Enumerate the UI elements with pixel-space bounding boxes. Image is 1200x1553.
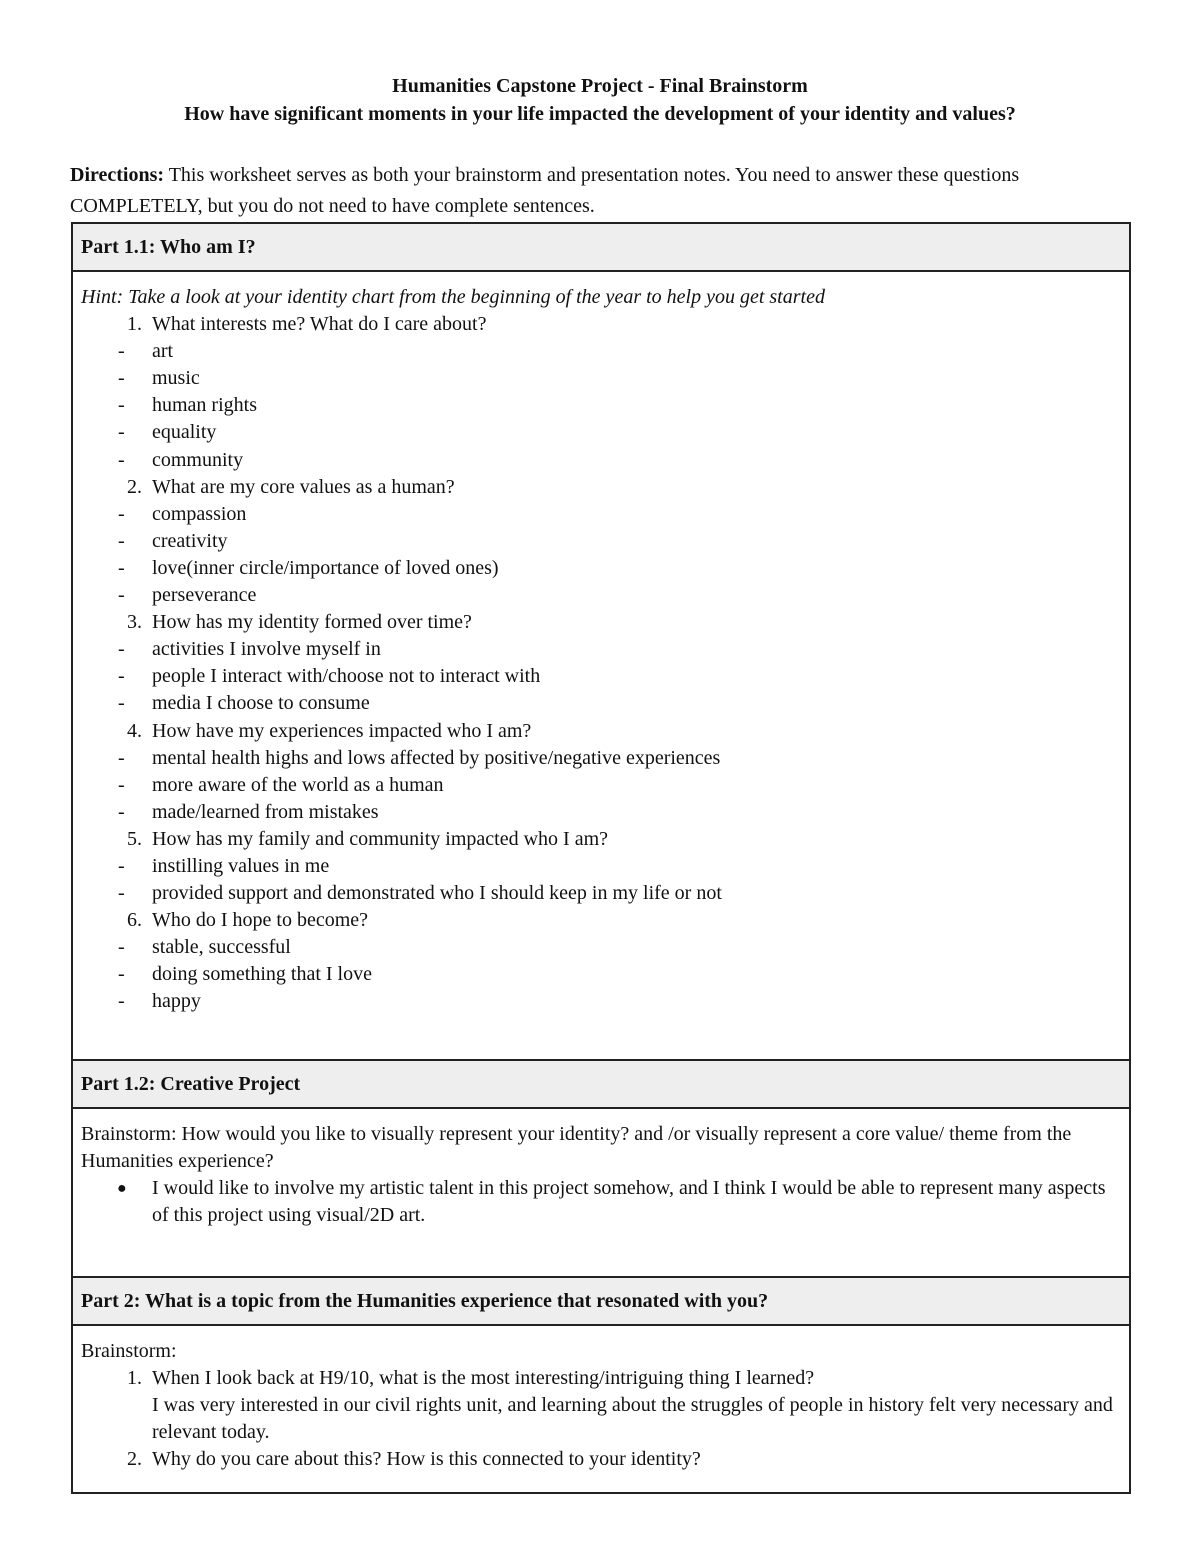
question-text: When I look back at H9/10, what is the most interesting/intriguing thing I learned? — [152, 1367, 815, 1390]
dash-marker: - — [118, 882, 125, 905]
dash-marker: - — [118, 584, 125, 607]
question-number: 2. — [127, 475, 142, 498]
directions-text: This worksheet serves as both your brainstorm and presentation notes. You need to answer these questions COMPLETELY, but you do not need to have complete sentences. — [70, 164, 1020, 217]
answer-text: human rights — [152, 394, 257, 417]
answer-text: more aware of the world as a human — [152, 773, 444, 796]
question-text: Who do I hope to become? — [152, 909, 369, 932]
question-number: 6. — [127, 909, 142, 932]
dash-marker: - — [118, 394, 125, 417]
question-text: Why do you care about this? How is this connected to your identity? — [152, 1448, 701, 1471]
answer-item — [81, 880, 1121, 907]
dash-marker: - — [118, 746, 125, 769]
answer-item — [81, 555, 1121, 582]
directions-label: Directions: — [70, 164, 165, 186]
answer-item — [81, 663, 1121, 690]
part2-body — [72, 1325, 1130, 1493]
answer-text: made/learned from mistakes — [152, 800, 379, 823]
answer-text: community — [152, 448, 244, 471]
question-number: 1. — [127, 313, 142, 336]
dash-marker: - — [118, 638, 125, 661]
answer-text: love(inner circle/importance of loved ones) — [152, 556, 499, 579]
answer-item — [81, 745, 1121, 772]
creative-answer: I would like to involve my artistic talent in this project somehow, and I think I would be able to represent many aspects of this project using visual/2D art. — [152, 1177, 1106, 1227]
question-number: 3. — [127, 611, 142, 634]
answer-text: compassion — [152, 502, 247, 525]
question-number: 4. — [127, 719, 142, 742]
answer-text: instilling values in me — [152, 854, 330, 877]
questions-list — [81, 311, 1121, 1015]
question-number: 1. — [127, 1367, 142, 1390]
part2-header: Part 2: What is a topic from the Humanities experience that resonated with you? — [72, 1277, 1130, 1325]
answer-text: mental health highs and lows affected by positive/negative experiences — [152, 746, 721, 769]
dash-marker: - — [118, 773, 125, 796]
dash-marker: - — [118, 502, 125, 525]
page-subtitle: How have significant moments in your life impacted the development of your identity and values? — [184, 103, 1016, 125]
dash-marker: - — [118, 421, 125, 444]
list-item — [81, 1175, 1121, 1229]
dash-marker: - — [118, 448, 125, 471]
question-row — [81, 718, 1121, 745]
answer-text: doing something that I love — [152, 963, 372, 986]
answer-text: art — [152, 340, 174, 363]
question-row — [81, 311, 1121, 338]
answer-item — [81, 961, 1121, 988]
answer-item — [81, 853, 1121, 880]
answer-text: provided support and demonstrated who I should keep in my life or not — [152, 882, 722, 905]
dash-marker: - — [118, 692, 125, 715]
part1-1-header: Part 1.1: Who am I? — [72, 223, 1130, 271]
question-text: What are my core values as a human? — [152, 475, 455, 498]
answer-text: people I interact with/choose not to interact with — [152, 665, 541, 688]
answer-text: media I choose to consume — [152, 692, 370, 715]
dash-marker: - — [118, 990, 125, 1013]
part1-1-body — [72, 271, 1130, 1060]
question-row — [81, 474, 1121, 501]
answer-text: perseverance — [152, 584, 257, 607]
answer-text: music — [152, 367, 200, 390]
answer-item — [81, 419, 1121, 446]
answer-text: happy — [152, 990, 201, 1013]
list-item — [81, 1446, 1121, 1473]
creative-prompt: Brainstorm: How would you like to visually represent your identity? and /or visually represent a core value/ theme from the Humanities experience? — [81, 1123, 1072, 1173]
answer-item — [81, 338, 1121, 365]
hint-text: Hint: Take a look at your identity chart from the beginning of the year to help you get started — [81, 286, 825, 308]
question-text: What interests me? What do I care about? — [152, 313, 487, 336]
question-answer: I was very interested in our civil rights unit, and learning about the struggles of people in history felt very necessary and relevant today. — [152, 1394, 1113, 1444]
directions — [70, 160, 1130, 222]
dash-marker: - — [118, 529, 125, 552]
brainstorm-label: Brainstorm: — [81, 1340, 177, 1362]
answer-text: activities I involve myself in — [152, 638, 381, 661]
dash-marker: - — [118, 854, 125, 877]
answer-item — [81, 501, 1121, 528]
answer-item — [81, 365, 1121, 392]
answer-item — [81, 392, 1121, 419]
part1-2-header: Part 1.2: Creative Project — [72, 1060, 1130, 1108]
question-row — [81, 826, 1121, 853]
dash-marker: - — [118, 936, 125, 959]
question-row — [81, 609, 1121, 636]
answer-item — [81, 582, 1121, 609]
question-row — [81, 907, 1121, 934]
answer-item — [81, 447, 1121, 474]
bullet-icon: ● — [117, 1180, 127, 1198]
question-number: 5. — [127, 827, 142, 850]
answer-item — [81, 934, 1121, 961]
question-text: How have my experiences impacted who I am? — [152, 719, 532, 742]
question-number: 2. — [127, 1448, 142, 1471]
dash-marker: - — [118, 340, 125, 363]
answer-text: equality — [152, 421, 217, 444]
answer-item — [81, 772, 1121, 799]
title-block — [0, 72, 1200, 128]
dash-marker: - — [118, 665, 125, 688]
list-item — [81, 1365, 1121, 1392]
question-text: How has my identity formed over time? — [152, 611, 472, 634]
part1-2-body — [72, 1108, 1130, 1277]
question-text: How has my family and community impacted who I am? — [152, 827, 609, 850]
answer-item — [81, 799, 1121, 826]
dash-marker: - — [118, 800, 125, 823]
worksheet-table — [71, 222, 1131, 1494]
answer-text: creativity — [152, 529, 228, 552]
dash-marker: - — [118, 963, 125, 986]
answer-item — [81, 636, 1121, 663]
dash-marker: - — [118, 367, 125, 390]
answer-item — [81, 690, 1121, 717]
answer-item — [81, 528, 1121, 555]
dash-marker: - — [118, 556, 125, 579]
answer-item — [81, 988, 1121, 1015]
answer-text: stable, successful — [152, 936, 291, 959]
page-title: Humanities Capstone Project - Final Brainstorm — [392, 75, 808, 97]
